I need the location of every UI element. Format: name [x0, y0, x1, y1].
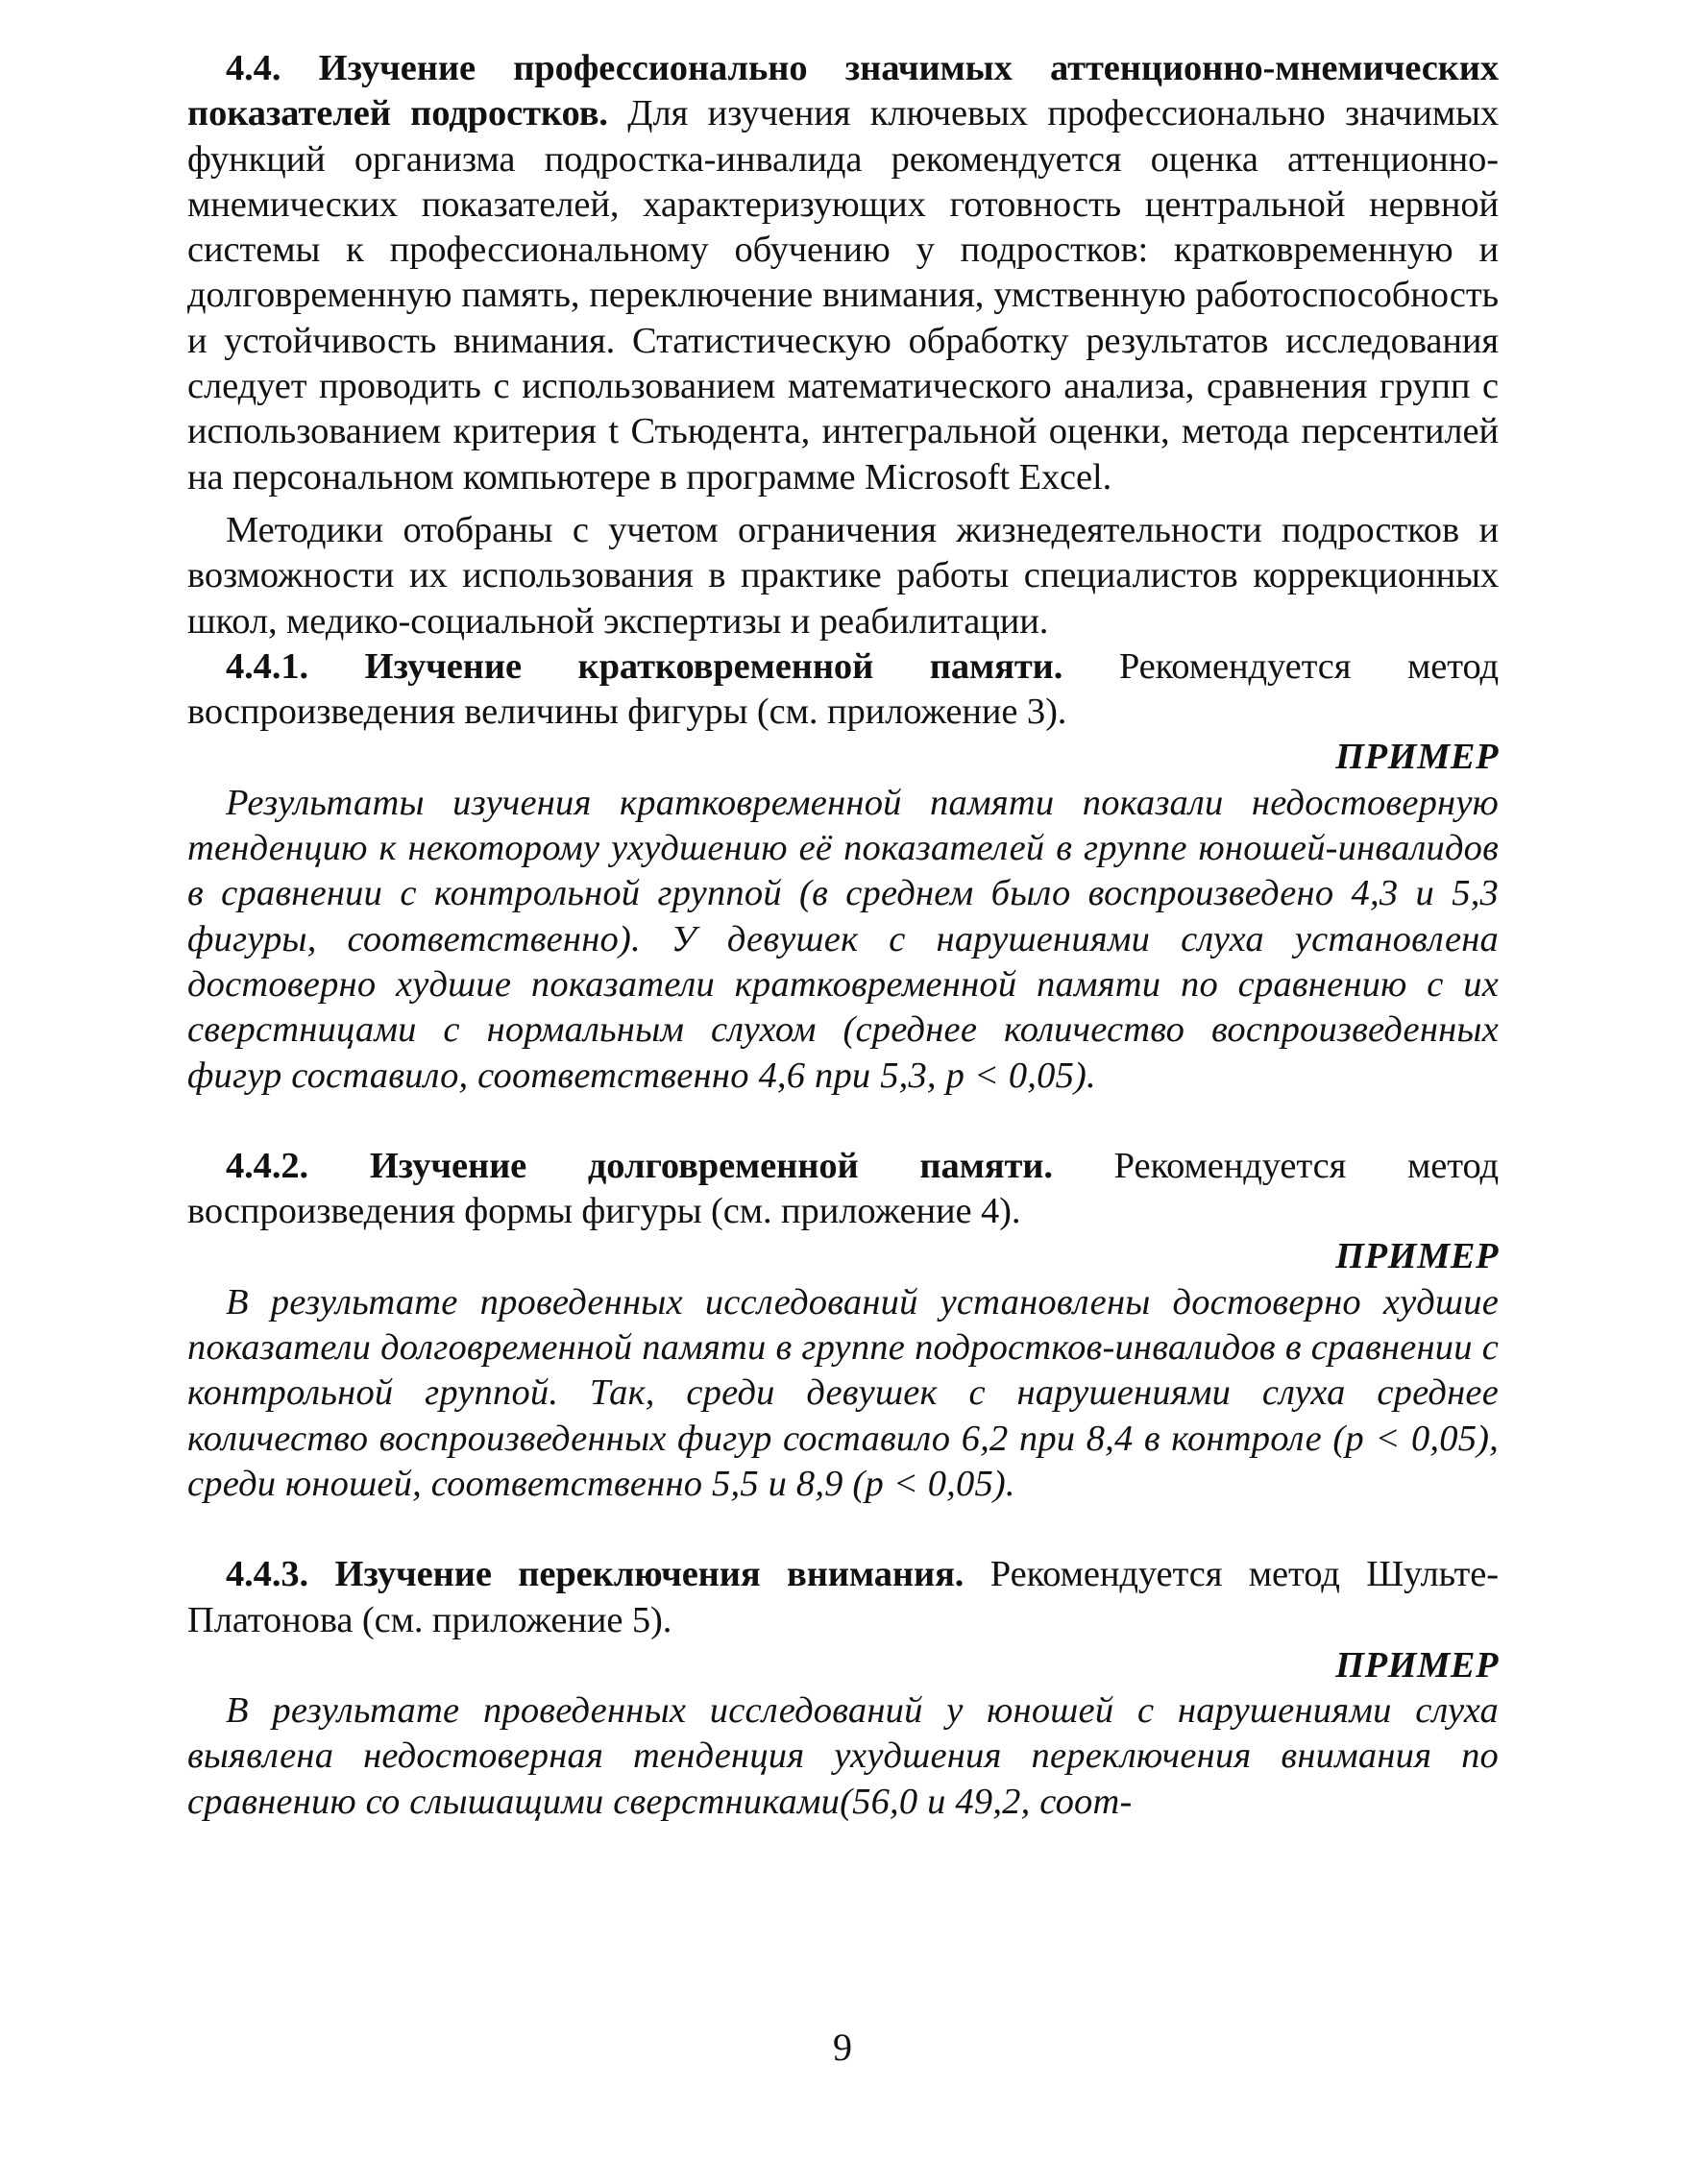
spacer [187, 1507, 1499, 1552]
methods-paragraph: Методики отобраны с учетом ограничения жизнедеятельности подростков и возможности их использования в практике работы специалистов коррекционных школ, медико-социальной экспертизы и реабилитации. [187, 509, 1499, 642]
example-text-4-4-3: В результате проведенных исследований у юношей с нарушениями слуха выявлена недостоверная тенденция ухудшения переключения внимания по сравнению со слышащими сверстниками(56,0 и 49,2, соот- [187, 1690, 1499, 1822]
section-4-4-3-body: Рекомендуется метод Шульте-Платонова (см. приложение 5). [187, 1554, 1499, 1640]
section-4-4-2-title: 4.4.2. Изучение долговременной памяти. [226, 1145, 1053, 1186]
section-4-4-3-paragraph [187, 1552, 1499, 1643]
example-label-4-4-1: ПРИМЕР [1335, 737, 1499, 778]
document-page [187, 46, 1499, 1825]
section-4-4-2-paragraph [187, 1144, 1499, 1235]
spacer [187, 1099, 1499, 1144]
section-4-4-2-body: Рекомендуется метод воспроизведения формы фигуры (см. приложение 4). [187, 1145, 1499, 1232]
section-4-4-body: Для изучения ключевых профессионально значимых функций организма подростка-инвалида рекомендуется оценка аттенционно-мнемических показателей, характеризующих готовность центральной нервной системы к профессиональному обучению у подростков: кратковременную и долговременную память, переключение внимания, умственную работоспособность и устойчивость внимания. Статистическую обработку результатов исследования следует проводить с использованием математического анализа, сравнения групп с использованием критерия t Стьюдента, интегральной оценки, метода персентилей на персональном компьютере в программе Microsoft Excel. [187, 93, 1500, 497]
example-text-4-4-1: Результаты изучения кратковременной памяти показали недостоверную тенденцию к некоторому ухудшению её показателей в группе юношей-инвалидов в сравнении с контрольной группой (в среднем было воспроизведено 4,3 и 5,3 фигуры, соответственно). У девушек с нарушениями слуха установлена достоверно худшие показатели кратковременной памяти по сравнению с их сверстницами с нормальным слухом (среднее количество воспроизведенных фигур составило, соответственно 4,6 при 5,3, р < 0,05). [187, 782, 1499, 1096]
page-number: 9 [833, 2026, 852, 2069]
section-4-4-3-title: 4.4.3. Изучение переключения внимания. [226, 1554, 965, 1595]
section-4-4-title: 4.4. Изучение профессионально значимых аттенционно-мнемических показателей подростков. [187, 48, 1499, 134]
example-label-4-4-2: ПРИМЕР [1335, 1236, 1499, 1277]
example-text-4-4-2: В результате проведенных исследований установлены достоверно худшие показатели долговременной памяти в группе подростков-инвалидов в сравнении с контрольной группой. Так, среди девушек с нарушениями слуха среднее количество воспроизведенных фигур составило 6,2 при 8,4 в контроле (р < 0,05), среди юношей, соответственно 5,5 и 8,9 (р < 0,05). [187, 1281, 1499, 1504]
example-label-4-4-3: ПРИМЕР [1335, 1644, 1499, 1686]
section-4-4-1-title: 4.4.1. Изучение кратковременной памяти. [226, 645, 1063, 687]
section-4-4-1-body: Рекомендуется метод воспроизведения величины фигуры (см. приложение 3). [187, 645, 1499, 733]
section-4-4-paragraph [187, 46, 1499, 500]
section-4-4-1-paragraph [187, 644, 1499, 736]
